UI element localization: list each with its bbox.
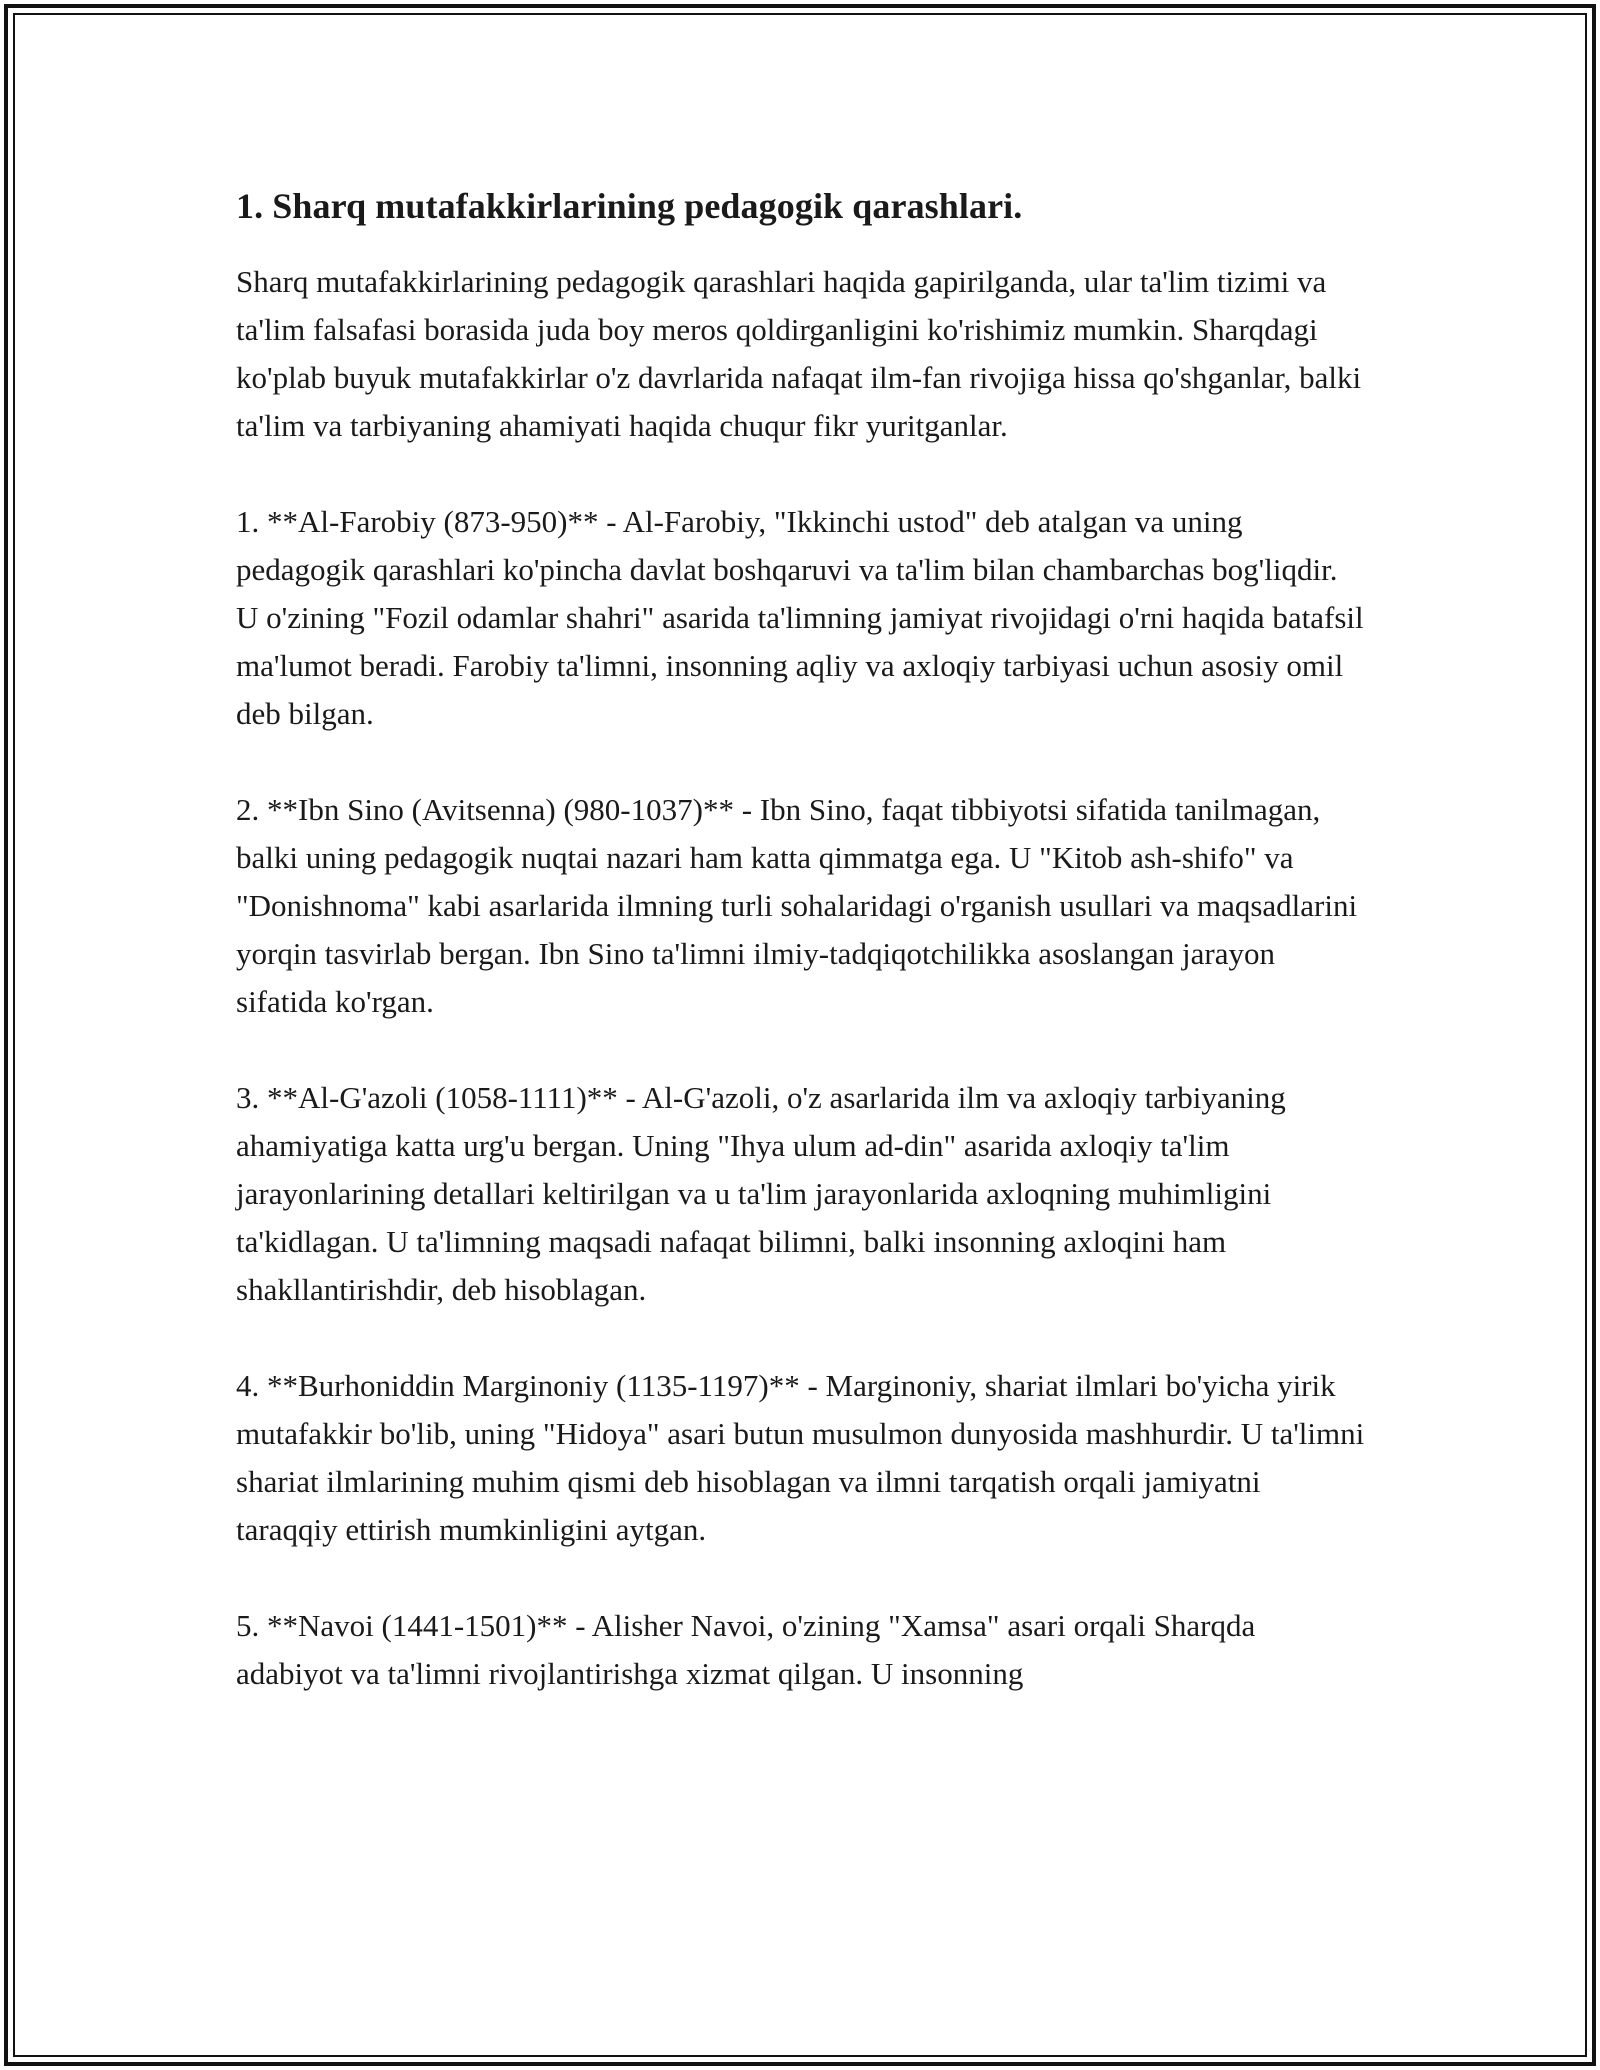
- paragraph-navoi: 5. **Navoi (1441-1501)** - Alisher Navoi, o'zining "Xamsa" asari orqali Sharqda adabiyot va ta'limni rivojlantirishga xizmat qilgan. U insonning: [236, 1608, 1256, 1692]
- intro-paragraph: Sharq mutafakkirlarining pedagogik qarashlari haqida gapirilganda, ular ta'lim tizimi va ta'lim falsafasi borasida juda boy meros qoldirganligini ko'rishimiz mumkin. Sharqdagi ko'plab buyuk mutafakkirlar o'z davrlarida nafaqat ilm-fan rivojiga hissa qo'shganlar, balki ta'lim va tarbiyaning ahamiyati haqida chuqur fikr yuritganlar.: [236, 264, 1362, 444]
- paragraph-al-farobiy: 1. **Al-Farobiy (873-950)** - Al-Farobiy, "Ikkinchi ustod" deb atalgan va uning pedagogik qarashlari ko'pincha davlat boshqaruvi va ta'lim bilan chambarchas bog'liqdir. U o'zining "Fozil odamlar shahri" asarida ta'limning jamiyat rivojidagi o'rni haqida batafsil ma'lumot beradi. Farobiy ta'limni, insonning aqliy va axloqiy tarbiyasi uchun asosiy omil deb bilgan.: [236, 504, 1364, 732]
- document-page: [236, 185, 1366, 1746]
- paragraph-al-gazoli: 3. **Al-G'azoli (1058-1111)** - Al-G'azoli, o'z asarlarida ilm va axloqiy tarbiyaning ahamiyatiga katta urg'u bergan. Uning "Ihya ulum ad-din" asarida axloqiy ta'lim jarayonlarining detallari keltirilgan va u ta'lim jarayonlarida axloqning muhimligini ta'kidlagan. U ta'limning maqsadi nafaqat bilimni, balki insonning axloqini ham shakllantirishdir, deb hisoblagan.: [236, 1080, 1286, 1308]
- paragraph-marginoniy: 4. **Burhoniddin Marginoniy (1135-1197)** - Marginoniy, shariat ilmlari bo'yicha yirik mutafakkir bo'lib, uning "Hidoya" asari butun musulmon dunyosida mashhurdir. U ta'limni shariat ilmlarining muhim qismi deb hisoblagan va ilmni tarqatish orqali jamiyatni taraqqiy ettirish mumkinligini aytgan.: [236, 1368, 1365, 1548]
- section-heading: 1. Sharq mutafakkirlarining pedagogik qarashlari.: [236, 186, 1023, 226]
- paragraph-ibn-sino: 2. **Ibn Sino (Avitsenna) (980-1037)** - Ibn Sino, faqat tibbiyotsi sifatida tanilmagan, balki uning pedagogik nuqtai nazari ham katta qimmatga ega. U "Kitob ash-shifo" va "Donishnoma" kabi asarlarida ilmning turli sohalaridagi o'rganish usullari va maqsadlarini yorqin tasvirlab bergan. Ibn Sino ta'limni ilmiy-tadqiqotchilikka asoslangan jarayon sifatida ko'rgan.: [236, 792, 1358, 1020]
